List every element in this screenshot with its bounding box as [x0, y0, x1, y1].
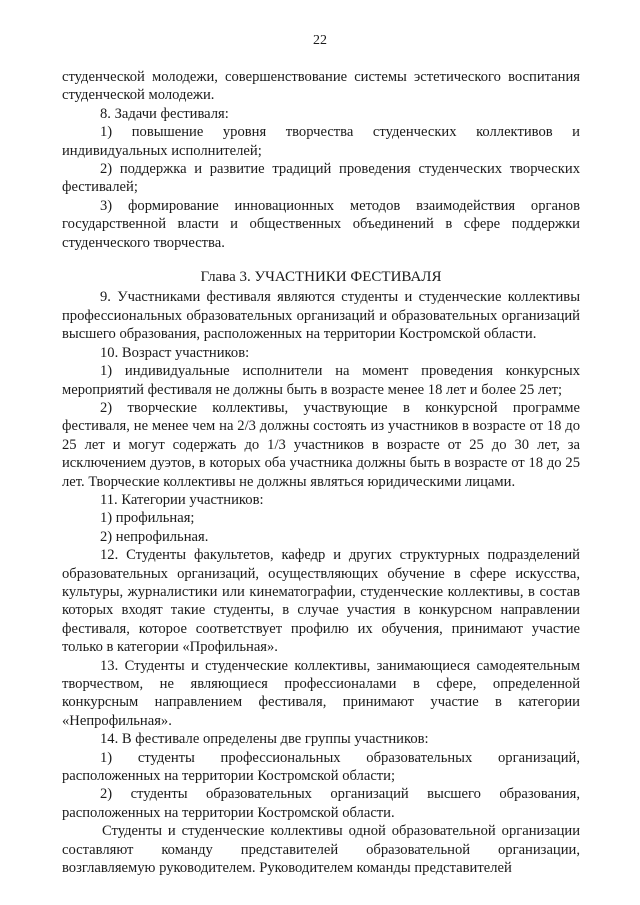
- paragraph-subitem: 1) студенты профессиональных образовательных организаций, расположенных на территории Костромской области;: [62, 749, 580, 785]
- page-number: 22: [313, 33, 327, 48]
- paragraph-subitem: 2) студенты образовательных организаций высшего образования, расположенных на территории Костромской области.: [62, 786, 580, 821]
- paragraph-subitem: 2) поддержка и развитие традиций проведения студенческих творческих фестивалей;: [62, 161, 580, 196]
- paragraph-team: Студенты и студенческие коллективы одной образовательной организации составляют команду представителей образовательной организации, возглавляемую руководителем. Руководителем команды представителей: [62, 823, 580, 877]
- paragraph-subitem: 1) повышение уровня творчества студенческих коллективов и индивидуальных исполнителей;: [62, 124, 580, 159]
- paragraph-subitem: 2) творческие коллективы, участвующие в конкурсной программе фестиваля, не менее чем на 2/3 должны состоять из участников в возрасте от 18 до 25 лет и могут содержать до 1/3 участников в возрасте от 25 до 30 лет, за исключением дуэтов, в которых оба участника должны быть в возрасте от 18 до 25 лет. Творческие коллективы не должны являться юридическими лицами.: [62, 399, 580, 490]
- document-body: [62, 68, 580, 877]
- paragraph-subitem: 2) непрофильная.: [100, 528, 209, 545]
- chapter-heading: Глава 3. УЧАСТНИКИ ФЕСТИВАЛЯ: [200, 269, 442, 286]
- paragraph-item-14: 14. В фестивале определены две группы участников:: [100, 731, 429, 748]
- paragraph-item-9: 9. Участниками фестиваля являются студенты и студенческие коллективы профессиональных образовательных организаций и образовательных организаций высшего образования, расположенных на территории Костромской области.: [62, 289, 580, 343]
- paragraph-item-11: 11. Категории участников:: [100, 491, 264, 508]
- paragraph-item-12: 12. Студенты факультетов, кафедр и других структурных подразделений образовательных организаций, осуществляющих обучение в сфере искусства, культуры, журналистики или кинематографии, студенческие коллективы, в состав которых входят такие студенты, в случае участия в конкурсном направлении фестиваля, которое соответствует профилю их обучения, принимают участие только в категории «Профильная».: [62, 547, 580, 656]
- paragraph-subitem: 3) формирование инновационных методов взаимодействия органов государственной власти и общественных объединений в сфере поддержки студенческого творчества.: [62, 197, 580, 251]
- paragraph-subitem: 1) индивидуальные исполнители на момент проведения конкурсных мероприятий фестиваля не должны быть в возрасте менее 18 лет и более 25 лет;: [62, 363, 580, 398]
- paragraph-continuation: студенческой молодежи, совершенствование системы эстетического воспитания студенческой молодежи.: [62, 69, 580, 104]
- paragraph-subitem: 1) профильная;: [100, 510, 195, 527]
- paragraph-item-8: 8. Задачи фестиваля:: [100, 105, 229, 122]
- paragraph-item-13: 13. Студенты и студенческие коллективы, занимающиеся самодеятельным творчеством, не являющиеся профессионалами в сфере, определенной конкурсным направлением фестиваля, принимают участие в категории «Непрофильная».: [62, 657, 580, 729]
- paragraph-item-10: 10. Возраст участников:: [100, 344, 250, 361]
